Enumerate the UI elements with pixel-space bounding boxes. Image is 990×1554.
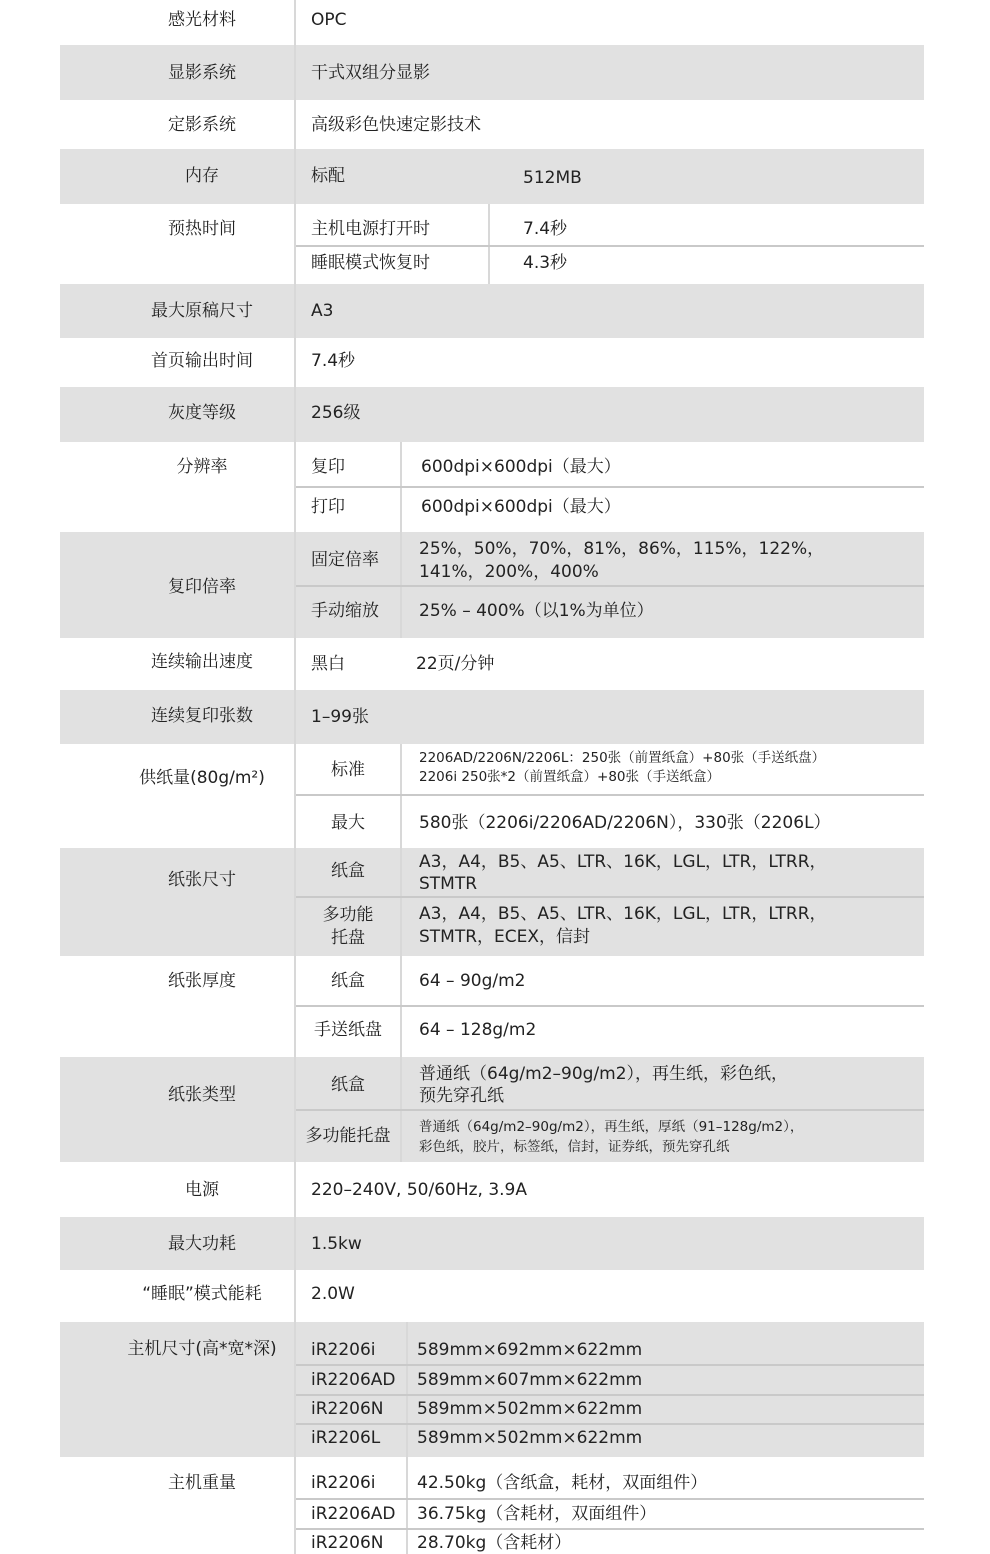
spec-value-first-output: 7.4秒 <box>311 351 356 371</box>
spec-value-sleep-power: 2.0W <box>311 1284 355 1304</box>
weight-model: iR2206N <box>311 1533 384 1553</box>
spec-value-power: 220–240V, 50/60Hz, 3.9A <box>311 1180 528 1200</box>
spec-sub-type-cassette: 纸盒 <box>331 1075 365 1095</box>
spec-sub-weight-cassette: 纸盒 <box>331 971 365 991</box>
spec-value-memory: 512MB <box>523 168 582 188</box>
spec-label-developing: 显影系统 <box>168 63 236 83</box>
dimension-value: 589mm×607mm×622mm <box>417 1370 643 1390</box>
spec-sub-warmup-power: 主机电源打开时 <box>311 219 430 239</box>
spec-value-capacity-standard-line1: 2206AD/2206N/2206L：250张（前置纸盒）+80张（手送纸盘） <box>419 750 826 766</box>
spec-sub-speed: 黑白 <box>311 654 345 674</box>
dimension-model: iR2206AD <box>311 1370 396 1390</box>
spec-label-multi-copy: 连续复印张数 <box>151 706 253 726</box>
sub-divider <box>400 442 402 638</box>
spec-value-type-tray-line2: 彩色纸，胶片，标签纸，信封，证券纸，预先穿孔纸 <box>419 1139 730 1155</box>
spec-sub-size-tray-line1: 多功能 <box>322 905 374 925</box>
spec-label-resolution: 分辨率 <box>176 457 228 477</box>
spec-label-paper-type: 纸张类型 <box>168 1085 236 1105</box>
row-divider <box>296 794 924 796</box>
spec-label-dimensions: 主机尺寸(高*宽*深) <box>127 1339 277 1359</box>
dimension-value: 589mm×502mm×622mm <box>417 1399 643 1419</box>
spec-value-zoom-fixed-line1: 25%，50%，70%，81%，86%，115%，122%， <box>419 539 825 559</box>
spec-value-warmup-sleep: 4.3秒 <box>523 253 568 273</box>
weight-value: 42.50kg（含纸盒，耗材，双面组件） <box>417 1473 708 1493</box>
spec-value-type-cassette-line2: 预先穿孔纸 <box>419 1086 504 1106</box>
spec-value-photoconductor: OPC <box>311 10 347 30</box>
spec-value-resolution-print: 600dpi×600dpi（最大） <box>421 497 621 517</box>
spec-sub-weight-bypass: 手送纸盘 <box>314 1020 382 1040</box>
row-divider <box>296 896 924 898</box>
spec-sub-size-tray-line2: 托盘 <box>331 928 365 948</box>
spec-value-fixing: 高级彩色快速定影技术 <box>311 115 481 135</box>
spec-label-paper-capacity: 供纸量(80g/m²) <box>139 768 265 788</box>
spec-label-memory: 内存 <box>185 166 219 186</box>
spec-sub-capacity-standard: 标准 <box>331 760 365 780</box>
spec-value-size-cassette-line1: A3，A4，B5、A5、LTR、16K，LGL，LTR，LTRR， <box>419 852 827 872</box>
spec-value-size-tray-line2: STMTR，ECEX，信封 <box>419 927 591 947</box>
row-divider <box>296 1498 924 1500</box>
spec-value-warmup-power: 7.4秒 <box>523 219 568 239</box>
spec-sub-capacity-max: 最大 <box>331 813 365 833</box>
spec-sub-size-cassette: 纸盒 <box>331 861 365 881</box>
spec-value-capacity-max: 580张（2206i/2206AD/2206N），330张（2206L） <box>419 813 831 833</box>
row-divider <box>296 1005 924 1007</box>
spec-label-max-original: 最大原稿尺寸 <box>151 301 253 321</box>
spec-value-developing: 干式双组分显影 <box>311 63 430 83</box>
spec-sub-resolution-copy: 复印 <box>311 457 345 477</box>
spec-label-paper-size: 纸张尺寸 <box>168 870 236 890</box>
spec-value-multi-copy: 1–99张 <box>311 707 369 727</box>
row-divider <box>296 486 924 488</box>
spec-label-speed: 连续输出速度 <box>151 652 253 672</box>
spec-value-size-cassette-line2: STMTR <box>419 874 478 894</box>
spec-label-photoconductor: 感光材料 <box>168 10 236 30</box>
spec-value-capacity-standard-line2: 2206i 250张*2（前置纸盒）+80张（手送纸盒） <box>419 769 720 785</box>
dimension-model: iR2206L <box>311 1428 381 1448</box>
spec-value-type-cassette-line1: 普通纸（64g/m2–90g/m2），再生纸，彩色纸， <box>419 1064 789 1084</box>
spec-value-max-power: 1.5kw <box>311 1234 362 1254</box>
row-divider <box>296 1394 924 1396</box>
row-divider <box>296 1528 924 1530</box>
weight-model: iR2206i <box>311 1473 376 1493</box>
spec-sub-warmup-sleep: 睡眠模式恢复时 <box>311 253 430 273</box>
weight-model: iR2206AD <box>311 1504 396 1524</box>
spec-label-max-power: 最大功耗 <box>168 1234 236 1254</box>
spec-label-paper-weight: 纸张厚度 <box>168 971 236 991</box>
spec-sub-memory: 标配 <box>311 166 345 186</box>
spec-label-weight: 主机重量 <box>168 1473 236 1493</box>
spec-value-zoom-fixed-line2: 141%，200%，400% <box>419 562 599 582</box>
spec-label-grayscale: 灰度等级 <box>168 403 236 423</box>
spec-value-speed: 22页/分钟 <box>416 654 495 674</box>
dimension-value: 589mm×502mm×622mm <box>417 1428 643 1448</box>
row-divider <box>296 1364 924 1366</box>
spec-value-weight-cassette: 64 – 90g/m2 <box>419 971 526 991</box>
spec-sub-zoom-fixed: 固定倍率 <box>311 550 379 570</box>
dimension-model: iR2206i <box>311 1340 376 1360</box>
spec-label-zoom: 复印倍率 <box>168 577 236 597</box>
dimension-model: iR2206N <box>311 1399 384 1419</box>
row-divider <box>296 1109 924 1111</box>
spec-value-type-tray-line1: 普通纸（64g/m2–90g/m2），再生纸，厚纸（91–128g/m2）， <box>419 1119 804 1135</box>
sub-divider <box>488 204 490 284</box>
spec-sub-resolution-print: 打印 <box>311 497 345 517</box>
spec-value-grayscale: 256级 <box>311 403 361 423</box>
row-divider <box>296 245 924 247</box>
weight-value: 28.70kg（含耗材） <box>417 1533 572 1553</box>
spec-label-sleep-power: “睡眠”模式能耗 <box>142 1284 262 1304</box>
sub-divider <box>400 744 402 1162</box>
spec-value-weight-bypass: 64 – 128g/m2 <box>419 1020 537 1040</box>
spec-value-resolution-copy: 600dpi×600dpi（最大） <box>421 457 621 477</box>
spec-value-zoom-manual: 25% – 400%（以1%为单位） <box>419 601 654 621</box>
spec-value-max-original: A3 <box>311 301 334 321</box>
sub-divider <box>406 1322 408 1554</box>
row-divider <box>296 1423 924 1425</box>
spec-label-fixing: 定影系统 <box>168 115 236 135</box>
weight-value: 36.75kg（含耗材，双面组件） <box>417 1504 657 1524</box>
spec-label-first-output: 首页输出时间 <box>151 351 253 371</box>
spec-sub-zoom-manual: 手动缩放 <box>311 601 379 621</box>
row-divider <box>296 585 924 587</box>
spec-label-warmup: 预热时间 <box>168 219 236 239</box>
spec-value-size-tray-line1: A3，A4，B5、A5、LTR、16K，LGL，LTR，LTRR， <box>419 904 827 924</box>
dimension-value: 589mm×692mm×622mm <box>417 1340 643 1360</box>
spec-label-power: 电源 <box>185 1180 219 1200</box>
spec-sub-type-tray: 多功能托盘 <box>305 1126 391 1146</box>
